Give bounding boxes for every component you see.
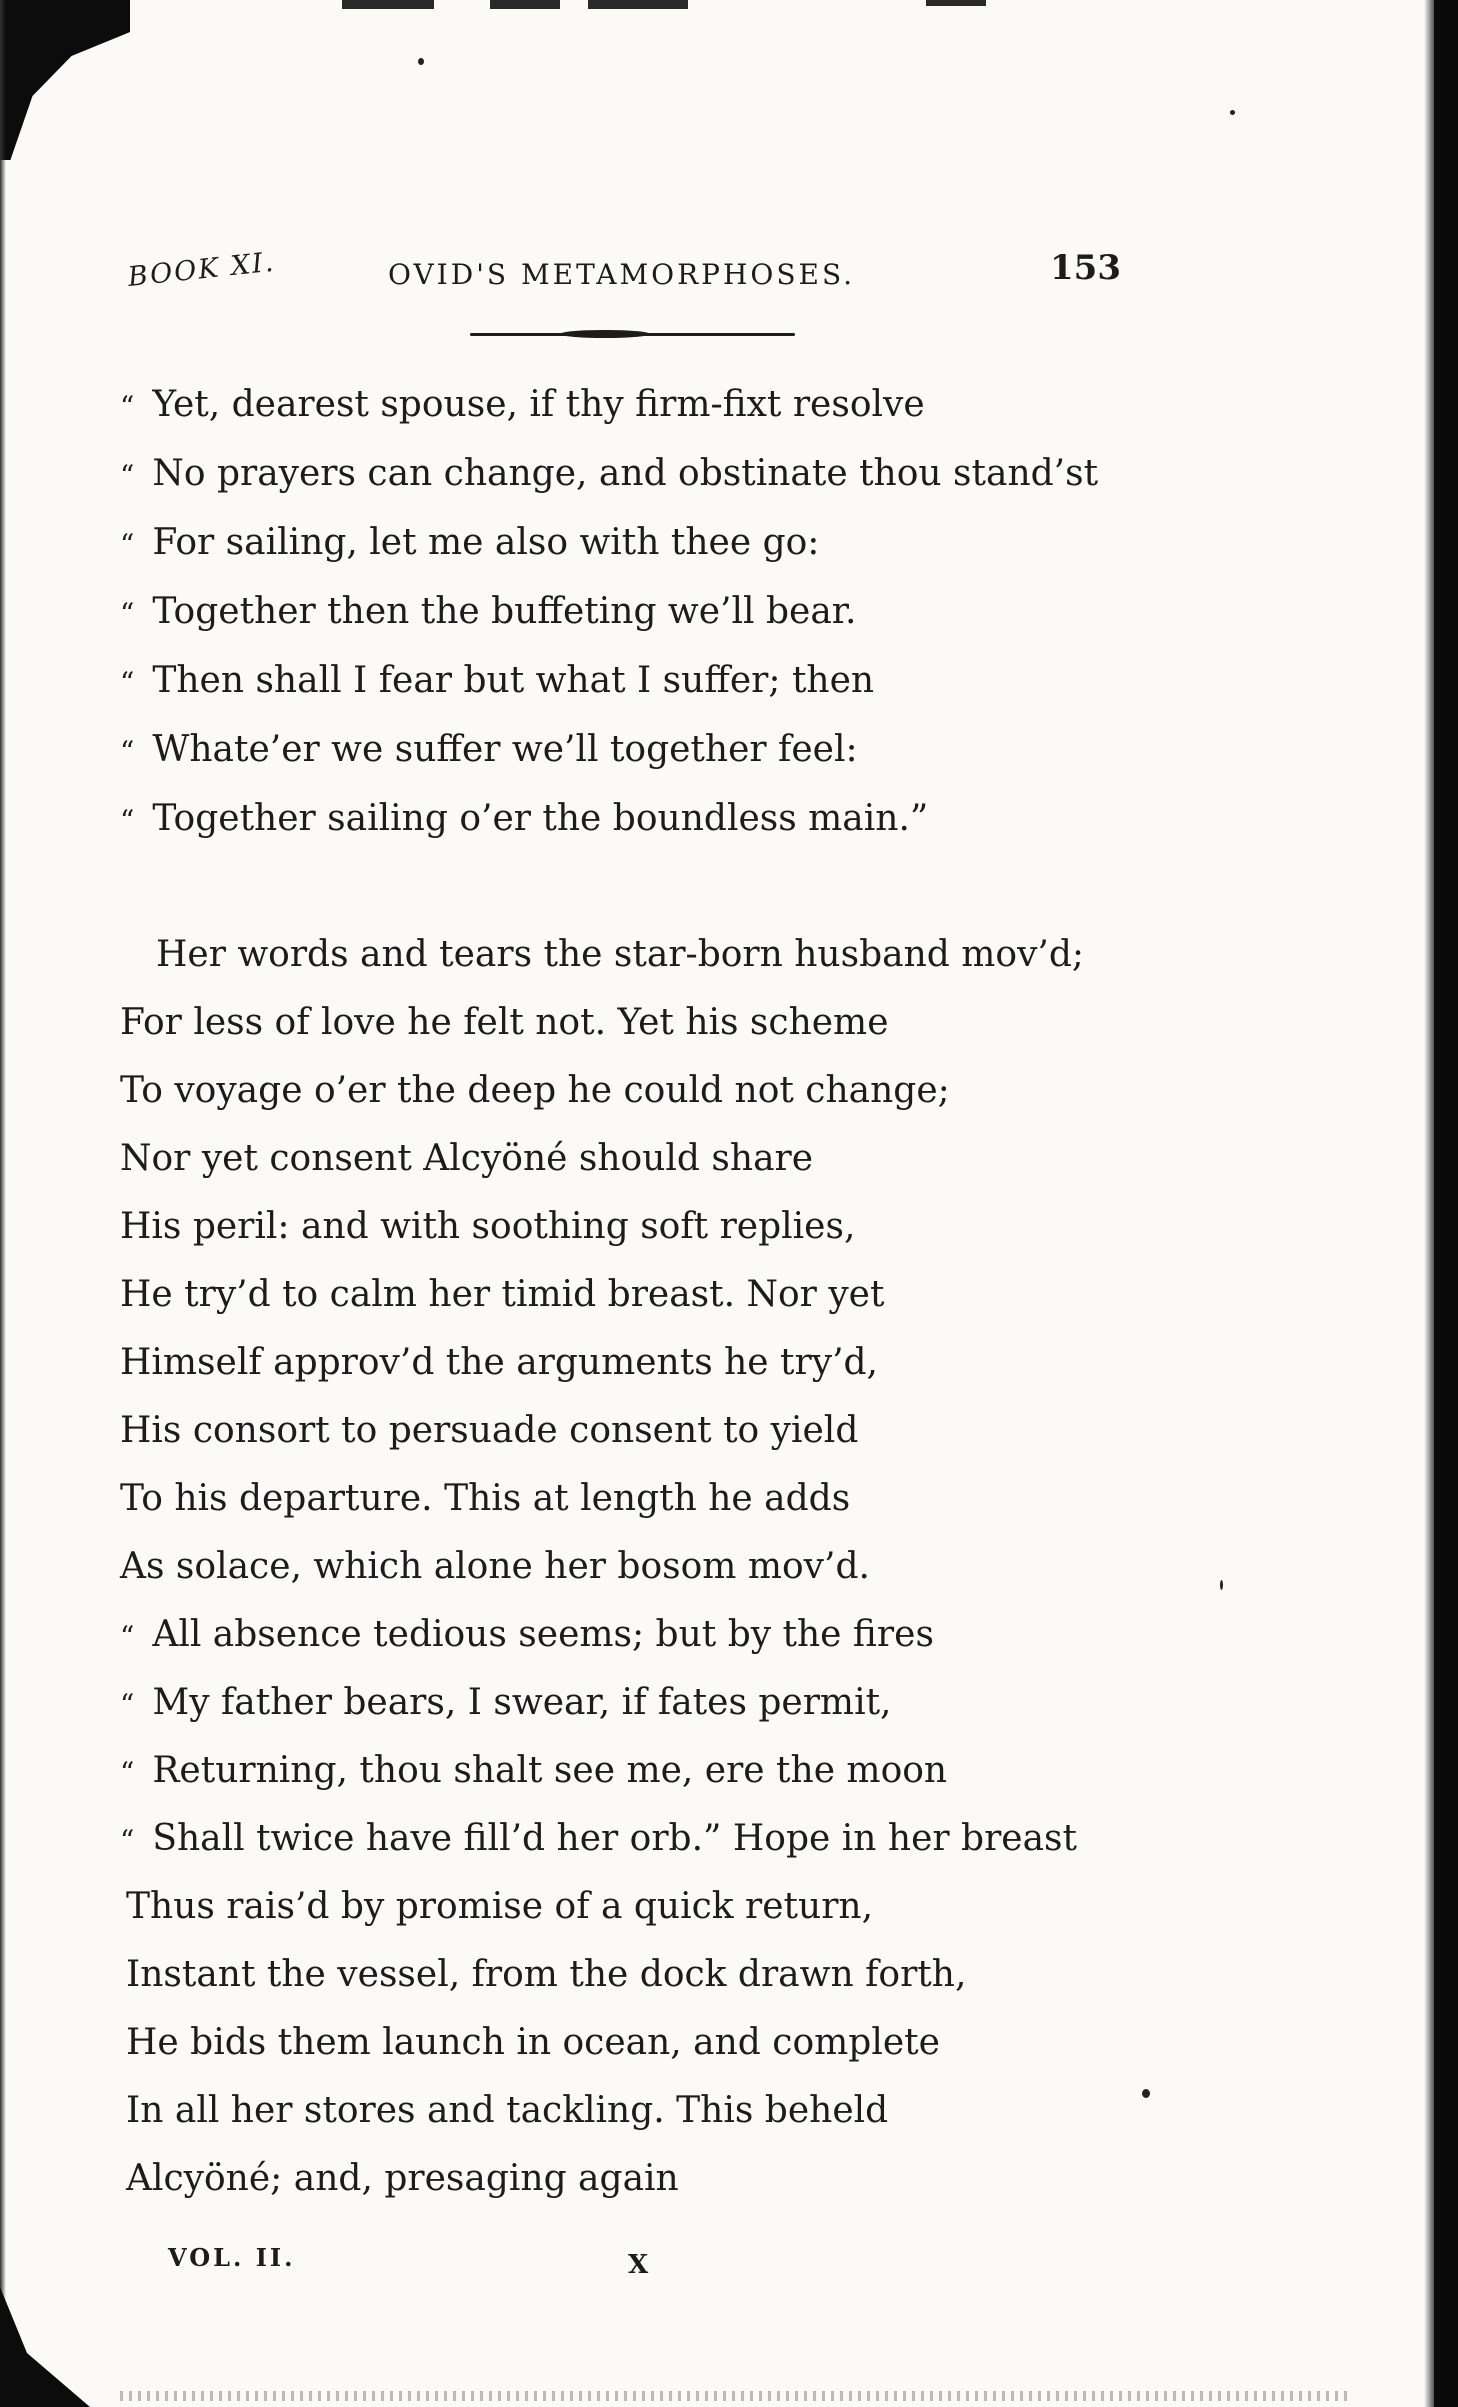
verse-line: “ Shall twice have fill’d her orb.” Hope in her breast xyxy=(120,1818,1077,1859)
verse-line: “ For sailing, let me also with thee go: xyxy=(120,522,820,563)
verse-line: His peril: and with soothing soft replies, xyxy=(120,1206,856,1247)
verse-line: “ Together then the buffeting we’ll bear. xyxy=(120,591,857,632)
binding-edge-right xyxy=(1434,0,1458,2407)
ink-speck xyxy=(1142,2089,1150,2098)
book-label: BOOK XI. xyxy=(126,246,277,293)
signature-mark: X xyxy=(628,2250,649,2280)
binding-shadow-bottom-left xyxy=(0,2287,90,2407)
verse-line: To voyage o’er the deep he could not change; xyxy=(120,1070,950,1111)
verse-line: Thus rais’d by promise of a quick return, xyxy=(126,1886,874,1927)
verse-line: “ Yet, dearest spouse, if thy firm-fixt resolve xyxy=(120,384,925,425)
verse-line: “ All absence tedious seems; but by the fires xyxy=(120,1614,934,1655)
verse-line: Himself approv’d the arguments he try’d, xyxy=(120,1342,879,1383)
verse-line: “ Whate’er we suffer we’ll together feel: xyxy=(120,729,858,770)
header-rule-ornament xyxy=(560,330,650,338)
binding-shadow-top-left xyxy=(0,0,130,160)
volume-label: VOL. II. xyxy=(168,2243,296,2272)
ink-speck xyxy=(1220,1580,1223,1590)
verse-line: His consort to persuade consent to yield xyxy=(120,1410,859,1451)
verse-line: In all her stores and tackling. This beheld xyxy=(126,2090,889,2131)
verse-line: He bids them launch in ocean, and complete xyxy=(126,2022,940,2063)
scan-artifacts-bottom xyxy=(120,2391,1350,2401)
binding-shadow-left xyxy=(0,0,6,2407)
running-title: OVID'S METAMORPHOSES. xyxy=(388,258,856,291)
scan-artifacts-top xyxy=(330,0,1130,14)
running-header xyxy=(120,238,1120,298)
ink-speck xyxy=(1230,110,1235,115)
verse-line: Instant the vessel, from the dock drawn forth, xyxy=(126,1954,967,1995)
page-number: 153 xyxy=(1050,248,1121,288)
verse-line: Her words and tears the star-born husband mov’d; xyxy=(156,934,1085,975)
verse-line: “ Then shall I fear but what I suffer; then xyxy=(120,660,875,701)
verse-line: As solace, which alone her bosom mov’d. xyxy=(120,1546,870,1587)
verse-line: “ No prayers can change, and obstinate thou stand’st xyxy=(120,453,1099,494)
binding-edge-gradient xyxy=(1424,0,1434,2407)
ink-speck xyxy=(418,58,424,65)
verse-line: Nor yet consent Alcyöné should share xyxy=(120,1138,814,1179)
verse-line: To his departure. This at length he adds xyxy=(120,1478,851,1519)
verse-line: “ Together sailing o’er the boundless main.” xyxy=(120,798,929,839)
verse-line: “ My father bears, I swear, if fates permit, xyxy=(120,1682,892,1723)
verse-line: Alcyöné; and, presaging again xyxy=(126,2158,679,2199)
verse-line: “ Returning, thou shalt see me, ere the moon xyxy=(120,1750,948,1791)
verse-line: He try’d to calm her timid breast. Nor yet xyxy=(120,1274,885,1315)
verse-line: For less of love he felt not. Yet his scheme xyxy=(120,1002,889,1043)
